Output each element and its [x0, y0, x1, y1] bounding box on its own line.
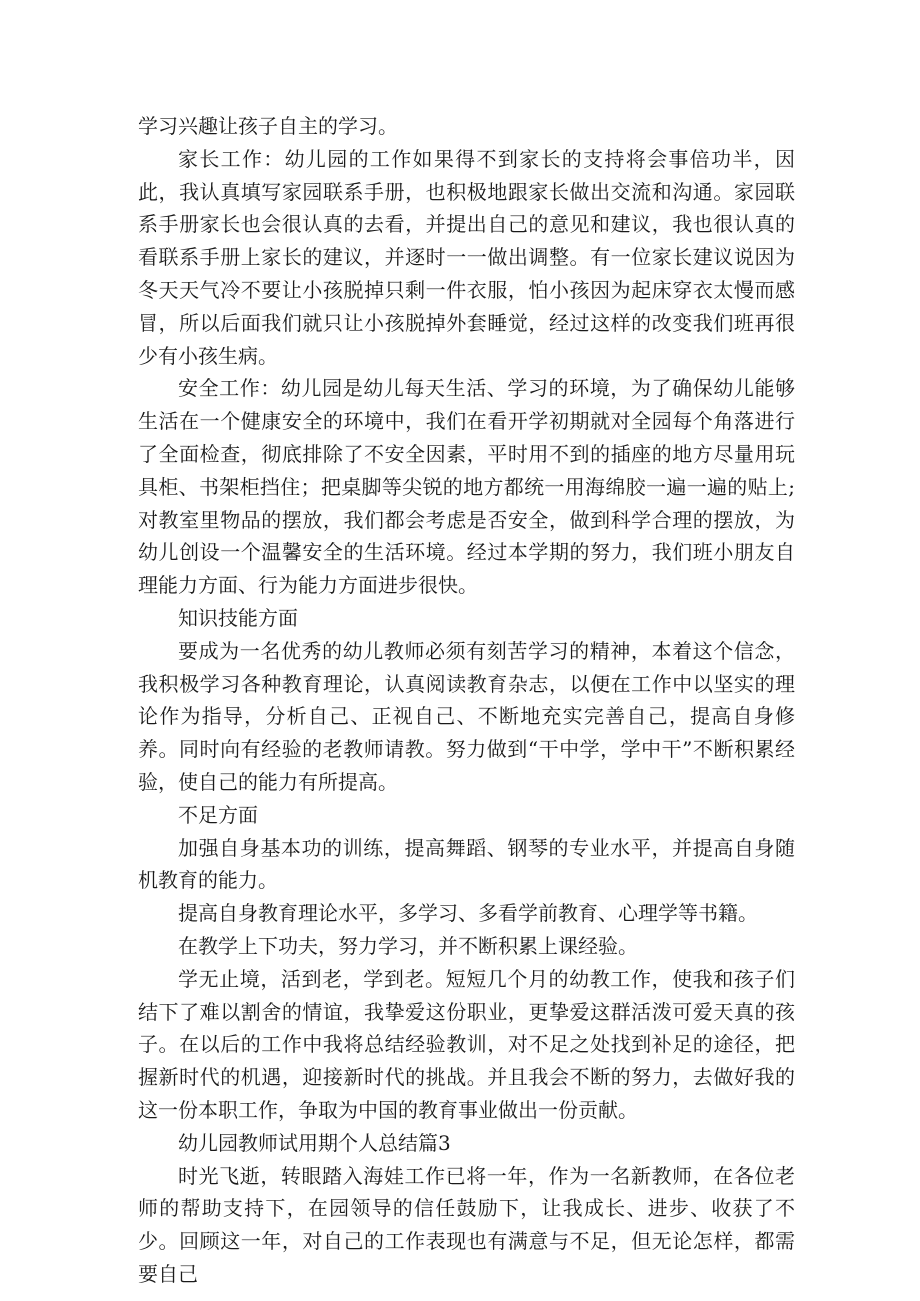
paragraph-knowledge-skills: 要成为一名优秀的幼儿教师必须有刻苦学习的精神，本着这个信念，我积极学习各种教育理论，认真阅读教育杂志，以便在工作中以坚实的理论作为指导，分析自己、正视自己、不断地充实完善自己，提高自身修养。同时向有经验的老教师请教。努力做到“干中学，学中干”不断积累经验，使自己的能力有所提高。: [138, 638, 795, 794]
paragraph-parent-work: 家长工作：幼儿园的工作如果得不到家长的支持将会事倍功半，因此，我认真填写家园联系手册，也积极地跟家长做出交流和沟通。家园联系手册家长也会很认真的去看，并提出自己的意见和建议，我也很认真的看联系手册上家长的建议，并逐时一一做出调整。有一位家长建议说因为冬天天气冷不要让小孩脱掉只剩一件衣服，怕小孩因为起床穿衣太慢而感冒，所以后面我们就只让小孩脱掉外套睡觉，经过这样的改变我们班再很少有小孩生病。: [138, 146, 795, 368]
paragraph-part-3-intro: 时光飞逝，转眼踏入海娃工作已将一年，作为一名新教师，在各位老师的帮助支持下，在园领导的信任鼓励下，让我成长、进步、收获了不少。回顾这一年，对自己的工作表现也有满意与不足，但无论怎样，都需要自己: [138, 1163, 795, 1286]
paragraph-conclusion: 学无止境，活到老，学到老。短短几个月的幼教工作，使我和孩子们结下了难以割舍的情谊，我挚爱这份职业，更挚爱这群活泼可爱天真的孩子。在以后的工作中我将总结经验教训，对不足之处找到补足的途径，把握新时代的机遇，迎接新时代的挑战。并且我会不断的努力，去做好我的这一份本职工作，争取为中国的教育事业做出一份贡献。: [138, 966, 795, 1122]
paragraph-shortcoming-2: 提高自身教育理论水平，多学习、多看学前教育、心理学等书籍。: [178, 901, 758, 926]
paragraph-shortcoming-3: 在教学上下功夫，努力学习，并不断积累上课经验。: [178, 933, 638, 958]
paragraph-continuation: 学习兴趣让孩子自主的学习。: [138, 114, 398, 138]
paragraph-shortcoming-1: 加强自身基本功的训练，提高舞蹈、钢琴的专业水平，并提高自身随机教育的能力。: [138, 835, 795, 893]
section-heading-knowledge-skills: 知识技能方面: [178, 605, 298, 630]
document-page: [138, 110, 795, 1291]
section-heading-part-3: 幼儿园教师试用期个人总结篇3: [178, 1130, 451, 1155]
section-heading-shortcomings: 不足方面: [178, 802, 258, 827]
paragraph-safety-work: 安全工作：幼儿园是幼儿每天生活、学习的环境，为了确保幼儿能够生活在一个健康安全的环境中，我们在看开学初期就对全园每个角落进行了全面检查，彻底排除了不安全因素，平时用不到的插座的地方尽量用玩具柜、书架柜挡住；把桌脚等尖锐的地方都统一用海绵胶一遍一遍的贴上;对教室里物品的摆放，我们都会考虑是否安全，做到科学合理的摆放，为幼儿创设一个温馨安全的生活环境。经过本学期的努力，我们班小朋友自理能力方面、行为能力方面进步很快。: [138, 376, 795, 598]
